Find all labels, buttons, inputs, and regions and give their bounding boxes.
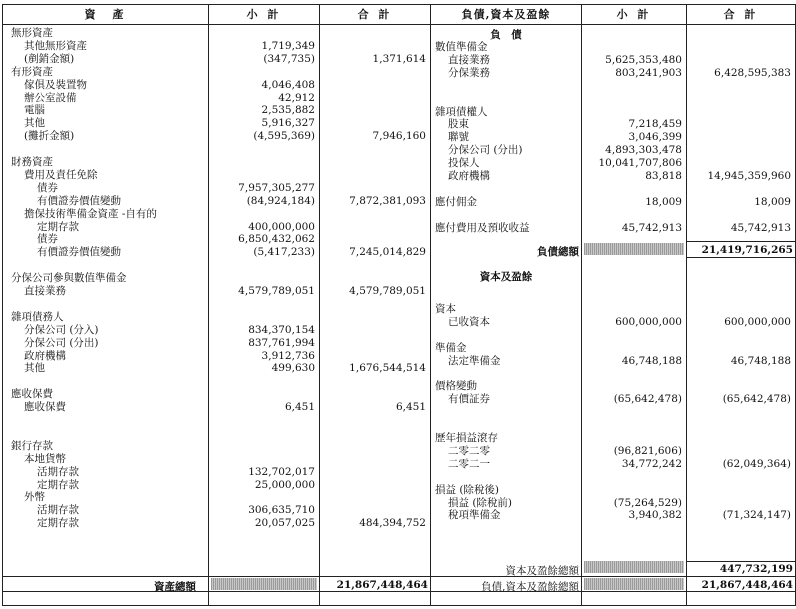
table-row xyxy=(3,222,795,234)
subtotal-value: 834,370,154 xyxy=(248,323,315,336)
subtotal-value: 306,635,710 xyxy=(248,504,315,517)
subtotal-value: 400,000,000 xyxy=(248,220,315,233)
row-label: 其他 xyxy=(24,117,45,130)
row-label: 分保公司 (分入) xyxy=(24,323,99,336)
row-label: 銀行存款 xyxy=(11,439,53,452)
row-label: 本地貨幣 xyxy=(24,452,66,465)
row-label: 無形資產 xyxy=(11,27,53,39)
equity-heading: 資本及盈餘 xyxy=(479,271,533,283)
row-label: 有價証券 xyxy=(448,393,490,406)
subtotal-value: (75,264,529) xyxy=(613,496,682,509)
row-label: 損益 (除稅前) xyxy=(448,496,513,509)
row-label: 分保業務 xyxy=(448,66,490,79)
table-row xyxy=(3,303,795,315)
row-label: 政府機構 xyxy=(24,349,66,362)
row-label: 其他無形資產 xyxy=(24,39,87,52)
total-value: 1,371,614 xyxy=(372,52,426,65)
row-label: 活期存款 xyxy=(37,504,79,517)
row-label: 價格變動 xyxy=(435,380,477,393)
row-label: 準備金 xyxy=(435,341,467,354)
table-row xyxy=(3,380,795,392)
subtotal-value: 25,000,000 xyxy=(254,478,315,491)
row-label: (攤折金額) xyxy=(24,130,75,143)
shaded-cell xyxy=(211,578,317,590)
subtotal-value: 132,702,017 xyxy=(248,465,315,478)
grand-total: 21,867,448,464 xyxy=(701,579,793,591)
header-total-left: 合 計 xyxy=(357,8,393,21)
total-value: (65,642,478) xyxy=(722,393,791,406)
table-row xyxy=(3,406,795,418)
total-value: 484,394,752 xyxy=(359,517,426,530)
header-subtotal-right: 小 計 xyxy=(616,8,652,21)
subtotal-value: 4,579,789,051 xyxy=(238,285,315,297)
row-label: 直接業務 xyxy=(448,53,490,66)
table-row xyxy=(3,316,795,328)
row-label: 股東 xyxy=(448,118,469,131)
table-row xyxy=(3,27,795,39)
assets-total-label: 資產總額 xyxy=(154,581,196,593)
equity-total: 447,732,199 xyxy=(719,563,793,575)
subtotal-value: 46,748,188 xyxy=(621,354,682,367)
row-label: 債券 xyxy=(37,233,58,246)
table-row xyxy=(3,368,795,380)
row-label: 外幣 xyxy=(24,491,45,504)
subtotal-value: 7,218,459 xyxy=(628,118,682,131)
header-liabilities-equity: 負債,資本及盈餘 xyxy=(461,8,551,21)
subtotal-value: 45,742,913 xyxy=(621,221,682,234)
subtotal-value: 42,912 xyxy=(278,91,315,104)
subtotal-value: 3,940,382 xyxy=(628,509,682,522)
header-assets: 資 產 xyxy=(84,8,127,21)
table-row xyxy=(3,80,795,92)
table-row xyxy=(3,393,795,405)
subtotal-value: 20,057,025 xyxy=(254,517,315,530)
subtotal-value: 7,957,305,277 xyxy=(238,181,315,194)
subtotal-value: 10,041,707,806 xyxy=(598,157,682,170)
table-row xyxy=(3,106,795,118)
table-row xyxy=(3,342,795,354)
total-rule xyxy=(687,257,795,258)
shaded-cell xyxy=(584,243,684,255)
total-value: 45,742,913 xyxy=(730,221,791,234)
header-subtotal-left: 小 計 xyxy=(246,8,282,21)
row-label: 應付費用及預收收益 xyxy=(435,221,530,234)
row-label: 其他 xyxy=(24,362,45,375)
subtotal-value: 3,046,399 xyxy=(628,131,682,144)
subtotal-value: (96,821,606) xyxy=(613,444,682,457)
table-row xyxy=(3,67,795,79)
row-label: 損益 (除稅後) xyxy=(435,483,500,496)
subtotal-value: 4,046,408 xyxy=(261,78,315,91)
table-row xyxy=(3,144,795,156)
table-row xyxy=(3,419,795,431)
table-row xyxy=(3,157,795,169)
row-label: 二零二一 xyxy=(448,457,490,470)
subtotal-value: 499,630 xyxy=(271,362,315,375)
row-label: 雜項債權人 xyxy=(435,105,488,118)
total-rule xyxy=(687,241,795,242)
table-row xyxy=(3,445,795,457)
subtotal-value: 837,761,994 xyxy=(248,336,315,349)
row-label: 定期存款 xyxy=(37,220,79,233)
total-rule xyxy=(687,561,795,562)
row-label: 投保人 xyxy=(448,157,480,170)
total-value: 6,451 xyxy=(395,401,426,414)
row-label: 分保公司參與數值準備金 xyxy=(11,272,127,285)
row-label: 雜項債務人 xyxy=(11,310,64,323)
subtotal-value: (4,595,369) xyxy=(253,130,315,143)
table-row xyxy=(3,118,795,130)
row-label: 數值準備金 xyxy=(435,41,488,53)
total-value: 7,946,160 xyxy=(372,130,426,143)
subtotal-value: 6,850,432,062 xyxy=(238,233,315,246)
liabilities-heading: 負 債 xyxy=(490,29,522,41)
balance-sheet xyxy=(2,4,796,606)
subtotal-value: 1,719,349 xyxy=(261,39,315,52)
row-label: 資本 xyxy=(435,303,456,315)
shaded-cell xyxy=(584,561,684,573)
table-row xyxy=(3,41,795,53)
table-row xyxy=(3,509,795,521)
subtotal-value: 83,818 xyxy=(645,170,682,182)
header-rule xyxy=(3,24,795,25)
header-total-right: 合 計 xyxy=(723,8,759,21)
total-value: 46,748,188 xyxy=(730,354,791,367)
subtotal-value: (347,735) xyxy=(263,52,315,65)
table-row xyxy=(3,458,795,470)
row-label: 歷年損益滾存 xyxy=(435,432,498,444)
grand-total-label: 負債,資本及盈餘總額 xyxy=(481,581,579,593)
row-label: 費用及責任免除 xyxy=(24,168,98,181)
table-row xyxy=(3,329,795,341)
table-row xyxy=(3,484,795,496)
subtotal-value: 2,535,882 xyxy=(261,104,315,117)
row-label: 有價證券價值變動 xyxy=(37,246,121,259)
table-row xyxy=(3,471,795,483)
row-label: 分保公司 (分出) xyxy=(24,336,99,349)
total-value: 4,579,789,051 xyxy=(349,285,426,297)
row-label: 定期存款 xyxy=(37,478,79,491)
table-row xyxy=(3,131,795,143)
table-row xyxy=(3,183,795,195)
total-value: 7,245,014,829 xyxy=(349,246,426,259)
liabilities-total: 21,419,716,265 xyxy=(701,244,793,256)
total-value: (71,324,147) xyxy=(722,509,791,522)
table-row xyxy=(3,209,795,221)
subtotal-value: 6,451 xyxy=(284,401,315,414)
subtotal-value: 600,000,000 xyxy=(615,315,682,328)
row-label: 法定準備金 xyxy=(448,354,501,367)
subtotal-value: (65,642,478) xyxy=(613,393,682,406)
row-label: 電腦 xyxy=(24,104,45,117)
row-label: 分保公司 (分出) xyxy=(448,144,523,157)
table-row xyxy=(3,285,795,297)
row-label: 活期存款 xyxy=(37,465,79,478)
subtotal-value: 18,009 xyxy=(645,195,682,208)
table-row xyxy=(3,54,795,66)
equity-total-label: 資本及盈餘總額 xyxy=(505,565,579,577)
table-row xyxy=(3,93,795,105)
row-label: 傢俱及裝置物 xyxy=(24,78,87,91)
subtotal-value: 34,772,242 xyxy=(621,457,682,470)
row-label: 辦公室設備 xyxy=(24,91,77,104)
subtotal-value: 3,912,736 xyxy=(261,349,315,362)
subtotal-value: 4,893,303,478 xyxy=(605,144,682,157)
table-row xyxy=(3,355,795,367)
subtotal-value: (5,417,233) xyxy=(253,246,315,259)
total-value: 1,676,544,514 xyxy=(349,362,426,375)
row-label: 應收保費 xyxy=(11,388,53,401)
total-value: 600,000,000 xyxy=(724,315,791,328)
row-label: 定期存款 xyxy=(37,517,79,530)
row-label: 二零二零 xyxy=(448,444,490,457)
subtotal-value: 5,625,353,480 xyxy=(605,53,682,66)
shaded-cell xyxy=(584,578,684,590)
row-label: 已收資本 xyxy=(448,315,490,328)
row-label: 直接業務 xyxy=(24,285,66,297)
row-label: (剷銷金額) xyxy=(24,52,75,65)
table-row xyxy=(3,432,795,444)
subtotal-value: 5,916,327 xyxy=(261,117,315,130)
table-row xyxy=(3,196,795,208)
table-row xyxy=(3,497,795,509)
total-value: 6,428,595,383 xyxy=(714,66,791,79)
liabilities-total-label: 負債總額 xyxy=(537,246,579,258)
grand-total-rule xyxy=(3,576,795,577)
row-label: 應付佣金 xyxy=(435,195,477,208)
subtotal-value: (84,924,184) xyxy=(246,194,315,207)
total-value: (62,049,364) xyxy=(722,457,791,470)
row-label: 聯號 xyxy=(448,131,469,144)
row-label: 財務資產 xyxy=(11,156,53,168)
table-row xyxy=(3,272,795,284)
row-label: 應收保費 xyxy=(24,401,66,414)
subtotal-value: 803,241,903 xyxy=(615,66,682,79)
row-label: 有價證券價值變動 xyxy=(37,194,121,207)
total-value: 18,009 xyxy=(754,195,791,208)
row-label: 債券 xyxy=(37,181,58,194)
assets-total: 21,867,448,464 xyxy=(336,579,428,591)
row-label: 稅項準備金 xyxy=(448,509,501,522)
total-value: 7,872,381,093 xyxy=(349,194,426,207)
total-value: 14,945,359,960 xyxy=(707,170,791,182)
row-label: 擔保技術準備金資產 -自有的 xyxy=(24,207,157,220)
table-row xyxy=(3,170,795,182)
table-row xyxy=(3,259,795,271)
row-label: 有形資產 xyxy=(11,65,53,78)
row-label: 政府機構 xyxy=(448,170,490,182)
